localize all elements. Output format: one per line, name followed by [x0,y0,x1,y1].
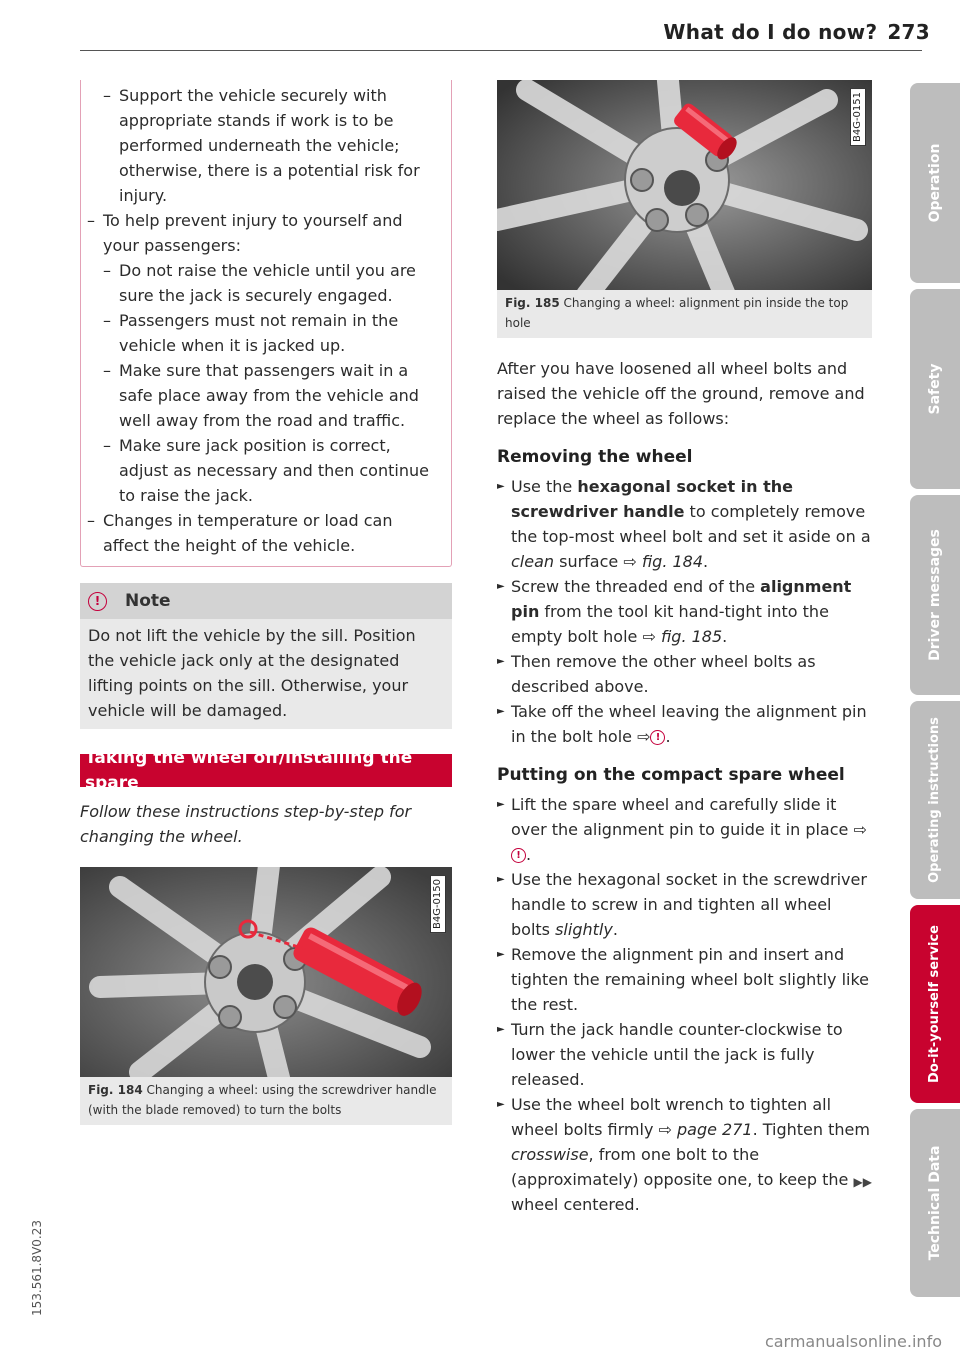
figure-185 [497,80,872,290]
removing-step-4 [497,699,872,749]
header-title: What do I do now? [663,20,878,44]
warning-item-3: – Do not raise the vehicle until you are sure the jack is securely engaged. [103,258,437,308]
tab-operation[interactable] [910,83,960,283]
italic-text: slightly [555,920,613,939]
bold-text: hexagonal socket in the screwdriver handle [511,477,793,521]
figure-code: B4G-0151 [850,88,866,146]
watermark: carmanualsonline.info [764,1332,942,1351]
tab-safety[interactable] [910,289,960,489]
italic-text: clean [511,552,555,571]
text: . [703,552,709,571]
putting-step-2 [497,867,872,942]
text: . [612,920,618,939]
text: . Tighten them [752,1120,870,1139]
figure-label: Fig. 184 [88,1083,143,1097]
putting-step-1 [497,792,872,867]
warning-item-5: – Make sure that passengers wait in a safe place away from the vehicle and well away from the road and traffic. [103,358,437,433]
text: . [526,845,532,864]
text: to completely remove the top-most wheel bolt and set it aside on a [511,502,871,546]
italic-text: crosswise [511,1145,589,1164]
wheel-illustration-185 [497,80,872,290]
text: Use the wheel bolt wrench to tighten all wheel bolts firmly [511,1095,832,1139]
text: Screw the threaded end of the [511,577,761,596]
tab-label: Operating instructions [927,717,942,883]
exclamation-circle-icon: ! [88,592,107,611]
removing-step-3: ► Then remove the other wheel bolts as described above. [497,649,872,699]
tab-driver-messages[interactable] [910,495,960,695]
warning-item-2: – To help prevent injury to yourself and your passengers: [87,208,437,258]
figure-label: Fig. 185 [505,296,560,310]
warning-item-7: – Changes in temperature or load can affect the height of the vehicle. [87,508,437,558]
wheel-illustration-184 [80,867,452,1077]
caption-text: Changing a wheel: alignment pin inside the top hole [505,296,849,330]
tab-label: Driver messages [927,529,943,661]
exclamation-circle-icon[interactable]: ! [650,730,665,745]
header-rule [80,50,922,51]
caption-text: Changing a wheel: using the screwdriver handle (with the blade removed) to turn the bolts [88,1083,437,1117]
warning-item-4: – Passengers must not remain in the vehicle when it is jacked up. [103,308,437,358]
tab-do-it-yourself-service[interactable] [910,905,960,1103]
figure-184-caption [80,1077,452,1125]
section-heading: Taking the wheel off/installing the spare [80,754,452,787]
putting-heading: Putting on the compact spare wheel [497,765,845,785]
figure-link[interactable]: ⇨ fig. 184 [623,552,704,571]
removing-heading: Removing the wheel [497,447,693,467]
continue-marker: ▶▶ [853,1175,872,1189]
putting-step-3: ► Remove the alignment pin and insert and tighten the remaining wheel bolt slightly like the rest. [497,942,872,1017]
figure-link[interactable]: ⇨ fig. 185 [642,627,723,646]
text: Use the [511,477,578,496]
note-box [80,583,452,729]
warning-item-6: – Make sure jack position is correct, adjust as necessary and then continue to raise the jack. [103,433,437,508]
removing-step-2 [497,574,872,649]
text: surface [554,552,624,571]
after-paragraph: After you have loosened all wheel bolts and raised the vehicle off the ground, remove and replace the wheel as follows: [497,359,865,428]
ref-arrow: ⇨ [637,727,651,746]
text: . [722,627,728,646]
bold-text: alignment pin [511,577,852,621]
tab-technical-data[interactable] [910,1109,960,1297]
text: , from one bolt to the (approximately) opposite one, to keep the wheel centered. [511,1145,849,1214]
page-link[interactable]: ⇨ page 271 [658,1120,753,1139]
text: . [665,727,671,746]
page-number: 273 [887,20,930,44]
text: from the tool kit hand-tight into the empty bolt hole [511,602,829,646]
note-title: Note [125,590,171,611]
putting-step-4: ► Turn the jack handle counter-clockwise to lower the vehicle until the jack is fully released. [497,1017,872,1092]
note-body: Do not lift the vehicle by the sill. Position the vehicle jack only at the designated lifting points on the sill. Otherwise, your vehicle will be damaged. [88,626,416,720]
figure-184 [80,867,452,1077]
tab-label: Safety [927,363,943,415]
section-intro: Follow these instructions step-by-step for changing the wheel. [80,802,412,846]
note-header [80,583,452,619]
tab-label: Technical Data [927,1145,943,1261]
tab-label: Do-it-yourself service [927,925,942,1083]
text: Lift the spare wheel and carefully slide it over the alignment pin to guide it in place [511,795,854,839]
putting-step-5 [497,1092,872,1217]
right-column [497,80,872,1219]
exclamation-circle-icon[interactable]: ! [511,848,526,863]
figure-code: B4G-0150 [430,875,446,933]
tab-label: Operation [927,143,943,223]
text: Take off the wheel leaving the alignment pin in the bolt hole [511,702,867,746]
running-header [663,20,930,44]
document-code: 153.561.8V0.23 [30,1220,44,1316]
left-column [80,80,452,1125]
removing-step-1 [497,474,872,574]
ref-arrow: ⇨ [853,820,867,839]
tab-operating-instructions[interactable] [910,701,960,899]
text: Use the hexagonal socket in the screwdriver handle to screw in and tighten all wheel bolts [511,870,867,939]
warning-box [80,80,452,567]
figure-185-caption [497,290,872,338]
warning-item-1: – Support the vehicle securely with appropriate stands if work is to be performed underneath the vehicle; otherwise, there is a potential risk for injury. [103,83,437,208]
